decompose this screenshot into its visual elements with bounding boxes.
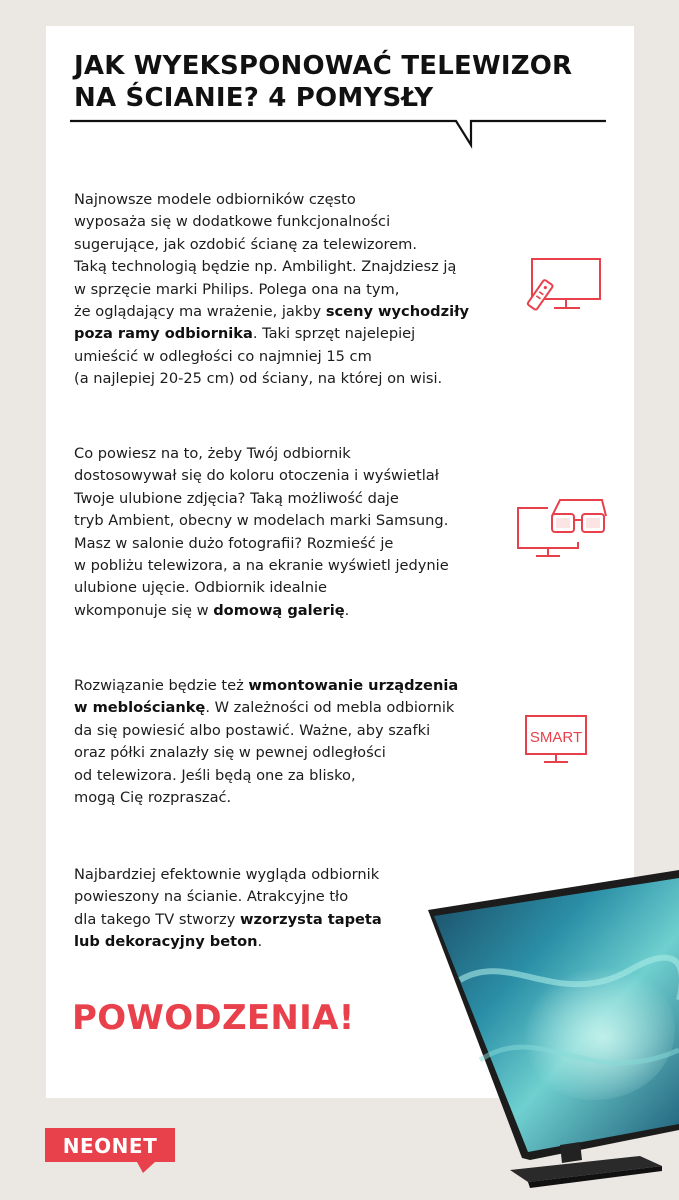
text-line <box>74 443 449 465</box>
text-run: dostosowywał się do koloru otoczenia i wyświetlał <box>74 467 439 485</box>
text-line <box>74 555 449 577</box>
text-run: że oglądający ma wrażenie, jakby <box>74 303 326 321</box>
text-run: Taką technologią będzie np. Ambilight. Znajdziesz ją <box>74 258 457 276</box>
text-run: da się powiesić albo postawić. Ważne, aby szafki <box>74 721 431 739</box>
text-run: w pobliżu telewizora, a na ekranie wyświetl jedynie <box>74 557 449 575</box>
tv-3d-glasses-icon <box>512 496 612 562</box>
text-line <box>74 234 469 256</box>
section-3-text <box>74 675 458 809</box>
text-line <box>74 675 458 697</box>
text-run: w sprzęcie marki Philips. Polega ona na tym, <box>74 280 400 298</box>
text-run: Najnowsze modele odbiorników często <box>74 191 356 208</box>
bold-phrase: sceny wychodziły <box>325 303 469 321</box>
text-run: (a najlepiej 20-25 cm) od ściany, na której on wisi. <box>74 370 443 388</box>
text-line <box>74 577 449 599</box>
text-run: . Taki sprzęt najelepiej <box>252 325 416 343</box>
page-title <box>74 50 614 114</box>
bold-phrase: poza ramy odbiornika <box>74 325 253 343</box>
text-run: Masz w salonie dużo fotografii? Rozmieść je <box>74 534 394 552</box>
text-line <box>74 909 382 931</box>
text-run: umieścić w odległości co najmniej 15 cm <box>74 347 372 365</box>
text-run: . W zależności od mebla odbiornik <box>205 699 455 717</box>
text-line <box>74 886 382 908</box>
bold-phrase: domową galerię <box>213 601 345 619</box>
text-line <box>74 279 469 301</box>
text-run: od telewizora. Jeśli będą one za blisko, <box>74 766 356 784</box>
bold-phrase: w meblościankę <box>74 699 206 717</box>
text-line <box>74 720 458 742</box>
text-line <box>74 465 449 487</box>
text-line <box>74 864 382 886</box>
text-line <box>74 323 469 345</box>
text-run: powieszony na ścianie. Atrakcyjne tło <box>74 888 349 906</box>
section-4-text <box>74 864 382 954</box>
smart-tv-icon <box>524 714 590 770</box>
text-run: Rozwiązanie będzie też <box>74 677 249 694</box>
text-line <box>74 346 469 368</box>
text-line <box>74 256 469 278</box>
text-line <box>74 931 382 953</box>
text-run: . <box>257 933 263 951</box>
text-line <box>74 787 458 809</box>
text-run: oraz półki znalazły się w pewnej odległości <box>74 744 386 762</box>
section-2-text <box>74 443 449 622</box>
neonet-logo <box>45 1128 175 1174</box>
bold-phrase: wzorzysta tapeta <box>239 910 382 928</box>
text-run: wyposaża się w dodatkowe funkcjonalności <box>74 213 391 231</box>
text-line <box>74 510 449 532</box>
bold-phrase: lub dekoracyjny beton <box>74 933 258 951</box>
text-line <box>74 368 469 390</box>
text-line <box>74 211 469 233</box>
tv-remote-icon <box>524 256 604 316</box>
text-run: . <box>344 601 350 619</box>
text-line <box>74 600 449 622</box>
text-line <box>74 301 469 323</box>
title-speech-bubble-underline <box>70 118 610 154</box>
text-run: sugerujące, jak ozdobić ścianę za telewizorem. <box>74 235 418 253</box>
bold-phrase: wmontowanie urządzenia <box>248 677 459 694</box>
text-run: ulubione ujęcie. Odbiornik idealnie <box>74 579 327 597</box>
section-1-text <box>74 189 469 391</box>
text-run: mogą Cię rozpraszać. <box>74 789 232 807</box>
text-line <box>74 742 458 764</box>
text-line <box>74 488 449 510</box>
text-run: Twoje ulubione zdjęcia? Taką możliwość daje <box>74 489 399 507</box>
text-run: wkomponuje się w <box>74 601 214 619</box>
text-run: dla takego TV stworzy <box>74 910 240 928</box>
text-line <box>74 533 449 555</box>
neonet-logo-text: NEONET <box>62 1134 158 1158</box>
text-run: tryb Ambient, obecny w modelach marki Samsung. <box>74 512 449 530</box>
tv-illustration <box>400 860 679 1190</box>
text-run: Najbardziej efektownie wygląda odbiornik <box>74 866 380 883</box>
text-line <box>74 765 458 787</box>
text-run: Co powiesz na to, żeby Twój odbiornik <box>74 445 351 462</box>
good-luck-heading: POWODZENIA! <box>72 998 355 1038</box>
text-line <box>74 189 469 211</box>
page-title-line-1: JAK WYEKSPONOWAĆ TELEWIZOR <box>74 51 573 81</box>
text-line <box>74 697 458 719</box>
page-title-line-2: NA ŚCIANIE? 4 POMYSŁY <box>74 83 434 113</box>
smart-tv-label: SMART <box>529 729 583 746</box>
